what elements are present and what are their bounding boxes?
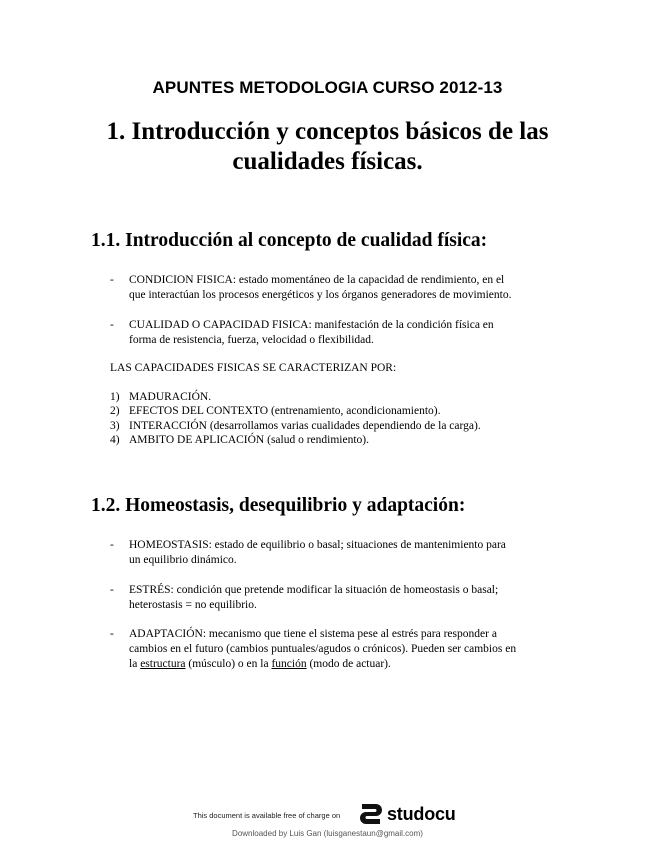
list-item-estres (110, 583, 570, 613)
item-line: la estructura (músculo) o en la función (modo de actuar). (129, 658, 391, 670)
bullet-dash: - (110, 274, 114, 286)
item-line: forma de resistencia, fuerza, velocidad o flexibilidad. (129, 334, 374, 346)
chapter-title (60, 117, 595, 177)
capacidades-heading: LAS CAPACIDADES FISICAS SE CARACTERIZAN POR: (110, 362, 397, 374)
list-item-adaptacion (110, 627, 570, 672)
numbered-list (110, 390, 481, 447)
document-header: APUNTES METODOLOGIA CURSO 2012-13 (152, 78, 503, 97)
underlined-funcion: función (271, 658, 307, 670)
item-line: CONDICION FISICA: estado momentáneo de la capacidad de rendimiento, en el (129, 274, 505, 286)
item-line: ADAPTACIÓN: mecanismo que tiene el sistema pese al estrés para responder a (129, 628, 497, 640)
item-number: 2) (110, 405, 120, 418)
numbered-item (110, 419, 481, 433)
item-number: 3) (110, 419, 120, 432)
studocu-logo[interactable] (358, 802, 456, 826)
underlined-estructura: estructura (140, 658, 186, 670)
bullet-dash: - (110, 584, 114, 596)
footer-downloaded-by: Downloaded by Luis Gan (luisganestaun@gmail.com) (232, 829, 423, 838)
item-line: heterostasis = no equilibrio. (129, 599, 257, 611)
footer-availability-text: This document is available free of charge on (193, 811, 341, 820)
studocu-logo-text: studocu (387, 803, 456, 824)
bullet-dash: - (110, 539, 114, 551)
item-text: EFECTOS DEL CONTEXTO (entrenamiento, acondicionamiento). (129, 405, 441, 418)
item-text: INTERACCIÓN (desarrollamos varias cualidades dependiendo de la carga). (129, 419, 481, 432)
numbered-item (110, 390, 481, 404)
item-line: cambios en el futuro (cambios puntuales/agudos o crónicos). Pueden ser cambios en (129, 643, 517, 655)
chapter-title-line-1: 1. Introducción y conceptos básicos de las (106, 118, 549, 145)
chapter-title-line-2: cualidades físicas. (232, 148, 423, 175)
section-title-1-1: 1.1. Introducción al concepto de cualidad física: (91, 230, 488, 251)
item-text: AMBITO DE APLICACIÓN (salud o rendimiento). (129, 433, 369, 446)
list-item-homeostasis (110, 538, 570, 568)
bullet-dash: - (110, 628, 114, 640)
section-title-1-2: 1.2. Homeostasis, desequilibrio y adaptación: (91, 495, 466, 516)
item-text: MADURACIÓN. (129, 391, 212, 403)
list-item-condicion-fisica (110, 273, 570, 303)
item-line: que interactúan los procesos energéticos y los órganos generadores de movimiento. (129, 289, 512, 301)
studocu-logo-icon (358, 802, 384, 826)
item-number: 1) (110, 391, 120, 403)
item-number: 4) (110, 433, 120, 446)
bullet-dash: - (110, 319, 114, 331)
numbered-item (110, 404, 481, 418)
numbered-item (110, 433, 481, 447)
list-item-cualidad-fisica (110, 318, 570, 348)
item-line: ESTRÉS: condición que pretende modificar la situación de homeostasis o basal; (129, 584, 499, 596)
item-line: CUALIDAD O CAPACIDAD FISICA: manifestación de la condición física en (129, 319, 494, 331)
item-line: HOMEOSTASIS: estado de equilibrio o basal; situaciones de mantenimiento para (129, 539, 506, 551)
item-line: un equilibrio dinámico. (129, 554, 237, 566)
